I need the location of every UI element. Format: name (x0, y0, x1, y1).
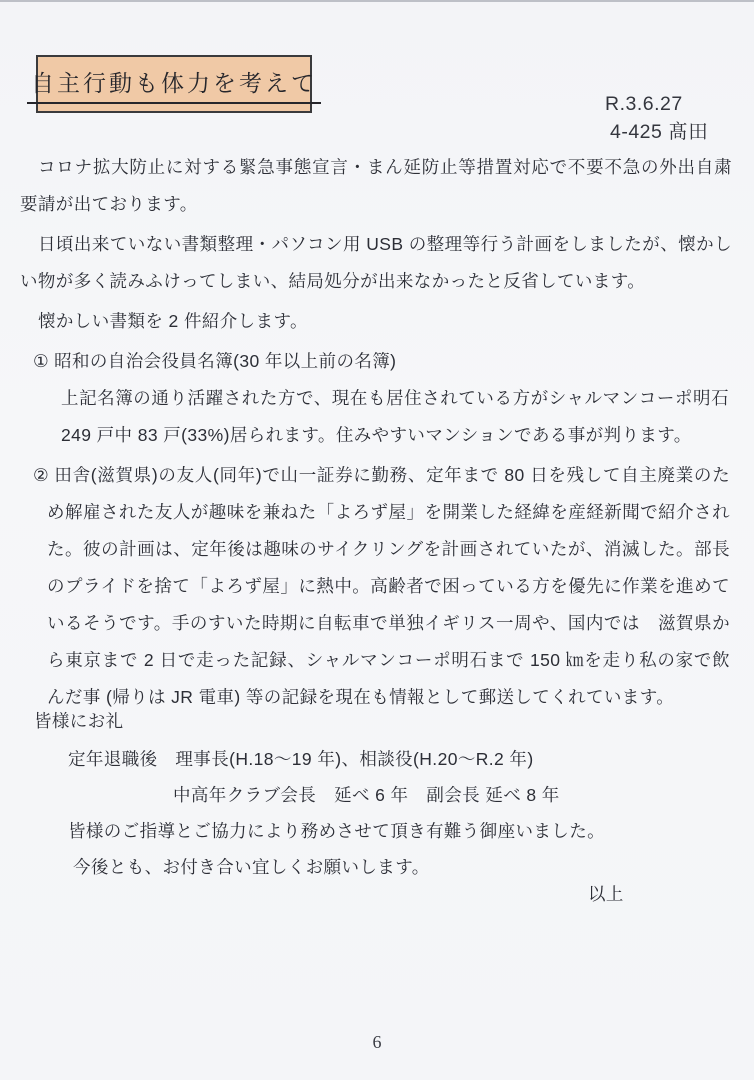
header-meta (605, 90, 708, 146)
list-item-1-title: 昭和の自治会役員名簿(30 年以上前の名簿) (54, 351, 397, 371)
list-item-2-number: ② (33, 465, 50, 485)
list-item-1-title-line (33, 343, 730, 380)
thanks-line-future: 今後とも、お付き合い宜しくお願いします。 (73, 857, 430, 877)
author: 4-425 髙田 (610, 121, 709, 143)
thanks-line-roles: 定年退職後 理事長(H.18～19 年)、相談役(H.20～R.2 年) (68, 749, 534, 769)
paragraph-cleanup: 日頃出来ていない書類整理・パソコン用 USB の整理等行う計画をしましたが、懐かしい物が多く読みふけってしまい、結局処分が出来なかったと反省しています。 (20, 234, 732, 291)
scan-top-edge (0, 0, 754, 2)
list-item-1-body: 上記名簿の通り活躍された方で、現在も居住されている方がシャルマンコーポ明石 249 戸中 83 戸(33%)居られます。住みやすいマンションである事が判ります。 (61, 388, 729, 445)
thanks-heading: 皆様にお礼 (34, 711, 124, 731)
title-box (31, 55, 317, 113)
page-number: 6 (372, 1032, 382, 1052)
date: R.3.6.27 (605, 93, 683, 115)
page-title: 自主行動も体力を考えて (27, 65, 321, 104)
paragraph-intro-documents: 懐かしい書類を 2 件紹介します。 (38, 311, 308, 331)
list-item-1 (33, 343, 730, 454)
list-item-2-text: 田舎(滋賀県)の友人(同年)で山一証券に勤務、定年まで 80 日を残して自主廃業のため解雇された友人が趣味を兼ねた「よろず屋」を開業した経緯を産経新聞で紹介された。彼の計画は、定年後は趣味のサイクリングを計画されていたが、消滅した。部長のプライドを捨て「よろず屋」に熱中。高齢者で困っている方を優先に作業を進めているそうです。手のすいた時期に自転車で単独イギリス一周や、国内では 滋賀県から東京まで 2 日で走った記録、シャルマンコーポ明石まで 150 ㎞を走り私の家で飲んだ事 (帰りは JR 電車) 等の記録を現在も情報として郵送してくれています。 (47, 465, 731, 707)
paragraph-covid-notice: コロナ拡大防止に対する緊急事態宣言・まん延防止等措置対応で不要不急の外出自粛要請が出ております。 (20, 157, 732, 214)
thanks-line-gratitude: 皆様のご指導とご協力により務めさせて頂き有難う御座いました。 (68, 821, 605, 841)
closing-ijou: 以上 (588, 884, 624, 904)
thanks-line-club: 中高年クラブ会長 延べ 6 年 副会長 延べ 8 年 (173, 785, 560, 805)
list-item-2 (33, 457, 730, 716)
list-item-1-number: ① (33, 351, 50, 371)
